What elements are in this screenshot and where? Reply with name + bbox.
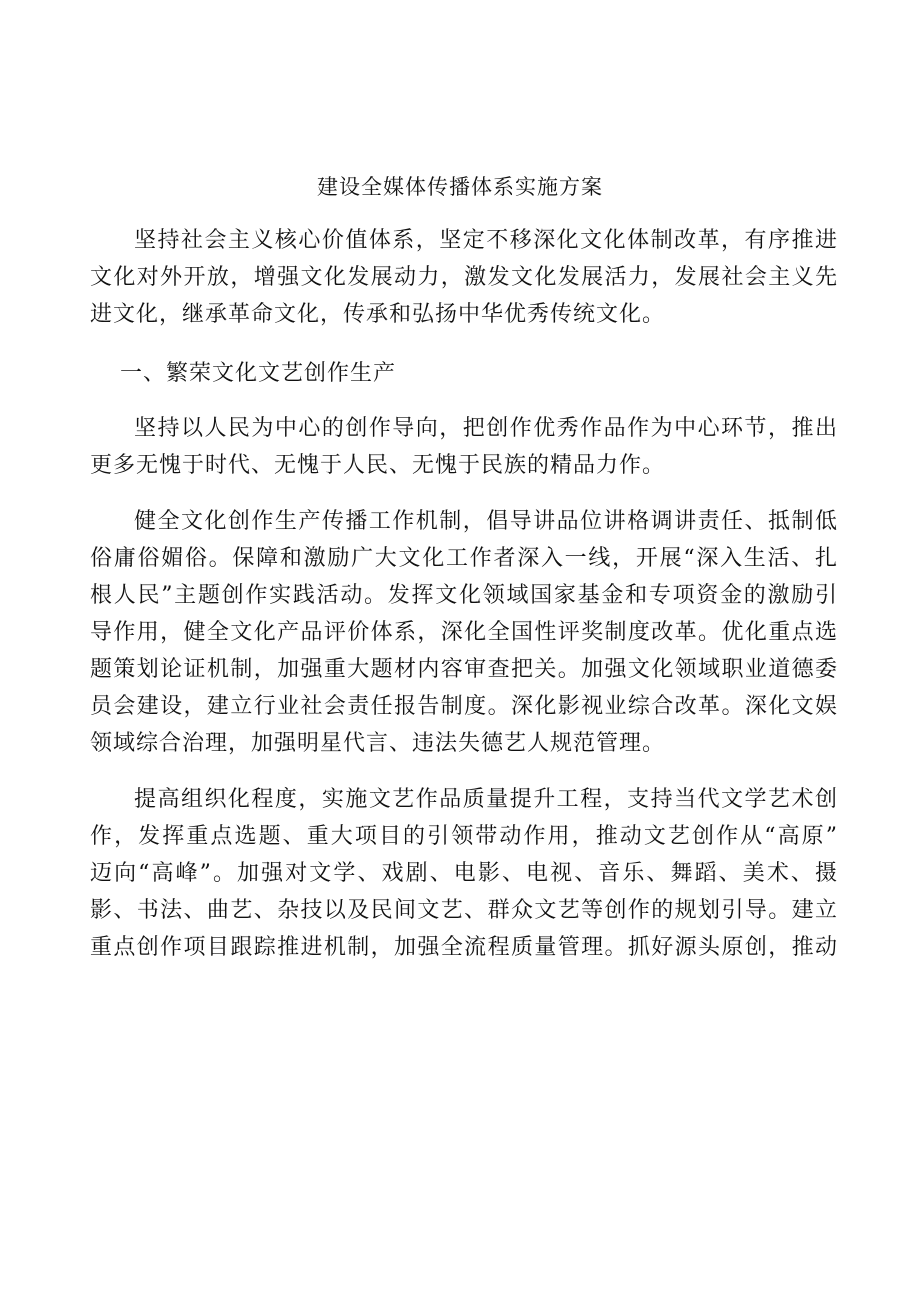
text-line: 领域综合治理，加强明星代言、违法失德艺人规范管理。	[90, 731, 666, 756]
text-line: 进文化，继承革命文化，传承和弘扬中华优秀传统文化。	[90, 302, 666, 327]
document-title: 建设全媒体传播体系实施方案	[317, 175, 603, 199]
text-line: 更多无愧于时代、无愧于人民、无愧于民族的精品力作。	[90, 453, 666, 478]
paragraph-quality-improvement	[90, 781, 838, 966]
intro-paragraph	[90, 222, 838, 333]
text-line: 根人民”主题创作实践活动。发挥文化领域国家基金和专项资金的激励引	[90, 583, 838, 608]
paragraph-production-mechanism	[90, 503, 838, 762]
text-line: 重点创作项目跟踪推进机制，加强全流程质量管理。抓好源头原创，推动	[90, 935, 838, 960]
text-line: 题策划论证机制，加强重大题材内容审查把关。加强文化领域职业道德委	[90, 657, 838, 682]
text-line: 影、书法、曲艺、杂技以及民间文艺、群众文艺等创作的规划引导。建立	[90, 898, 838, 923]
text-line: 健全文化创作生产传播工作机制，倡导讲品位讲格调讲责任、抵制低	[134, 509, 838, 534]
paragraph-creative-orientation	[90, 410, 838, 484]
text-line: 员会建设，建立行业社会责任报告制度。深化影视业综合改革。深化文娱	[90, 694, 838, 719]
text-line: 坚持社会主义核心价值体系，坚定不移深化文化体制改革，有序推进	[134, 228, 838, 253]
text-line: 坚持以人民为中心的创作导向，把创作优秀作品作为中心环节，推出	[134, 416, 838, 441]
text-line: 迈向“高峰”。加强对文学、戏剧、电影、电视、音乐、舞蹈、美术、摄	[90, 861, 838, 886]
document-body	[90, 222, 838, 966]
text-line: 提高组织化程度，实施文艺作品质量提升工程，支持当代文学艺术创	[134, 787, 838, 812]
text-line: 导作用，健全文化产品评价体系，深化全国性评奖制度改革。优化重点选	[90, 620, 838, 645]
text-line: 俗庸俗媚俗。保障和激励广大文化工作者深入一线，开展“深入生活、扎	[90, 546, 838, 571]
text-line: 作，发挥重点选题、重大项目的引领带动作用，推动文艺创作从“高原”	[90, 824, 838, 849]
text-line: 文化对外开放，增强文化发展动力，激发文化发展活力，发展社会主义先	[90, 265, 838, 290]
section-heading: 一、繁荣文化文艺创作生产	[120, 361, 397, 386]
